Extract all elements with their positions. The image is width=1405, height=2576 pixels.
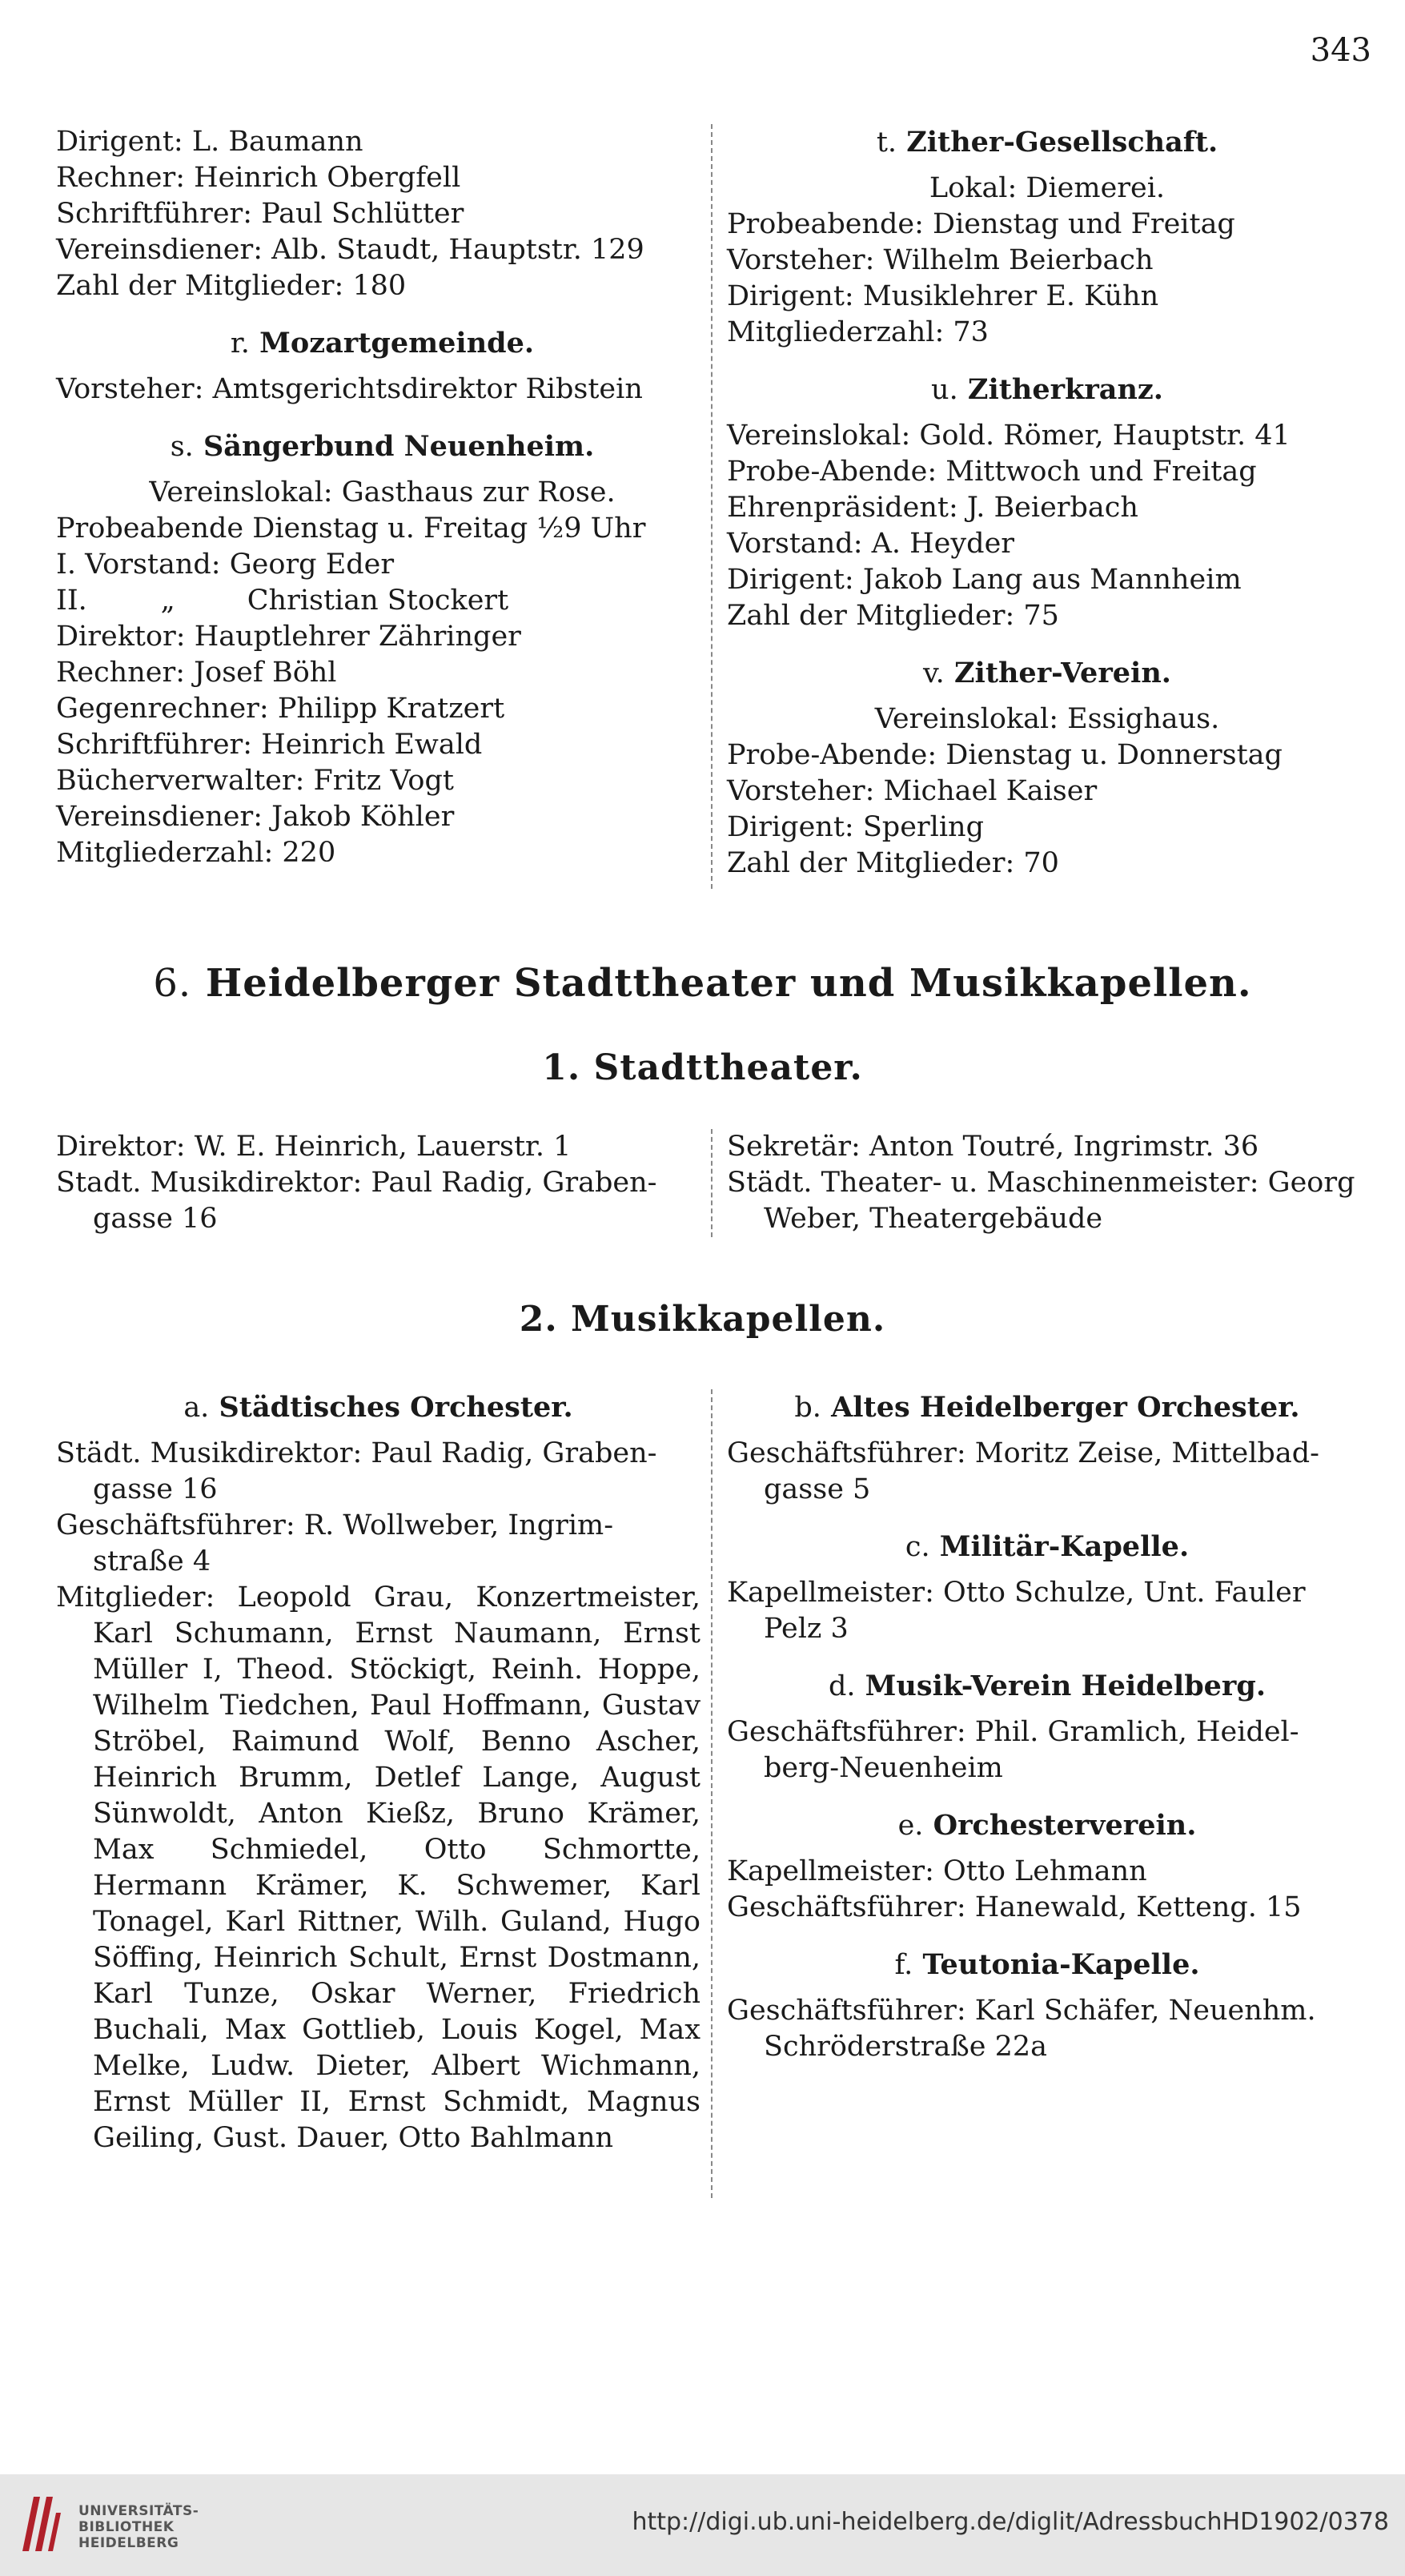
section-letter: a. <box>183 1392 210 1424</box>
subsection-title-musikkapellen: 2. Musikkapellen. <box>519 1299 886 1340</box>
vereinslokal-line: Vereinslokal: Gasthaus zur Rose. <box>149 476 616 508</box>
entry-line: Probe-Abende: Mittwoch und Freitag <box>727 456 1257 488</box>
logo-line: UNIVERSITÄTS- <box>78 2503 199 2519</box>
entry-line: Pelz 3 <box>764 1613 849 1645</box>
section-heading-s <box>56 428 709 465</box>
ditto-mark: „ <box>160 585 175 617</box>
entry-line: Zahl der Mitglieder: 180 <box>56 270 407 302</box>
logo-line: BIBLIOTHEK <box>78 2519 175 2535</box>
section-title: Mozartgemeinde. <box>259 327 535 360</box>
entry-line: Rechner: Josef Böhl <box>56 657 337 689</box>
entry-line: Bücherverwalter: Fritz Vogt <box>56 765 454 797</box>
entry-line: berg-Neuenheim <box>764 1752 1003 1784</box>
section-title-6 <box>0 961 1405 1006</box>
section-title: Zither-Verein. <box>953 657 1171 689</box>
column-separator <box>711 1389 713 2198</box>
section-title: Zither-Gesellschaft. <box>906 126 1218 159</box>
entry-line: Zahl der Mitglieder: 70 <box>727 847 1059 879</box>
logo-line: HEIDELBERG <box>78 2535 179 2551</box>
section-letter: u. <box>931 374 958 406</box>
entry-line: Geschäftsführer: Karl Schäfer, Neuenhm. <box>727 1995 1316 2027</box>
entry-line: Vorstand: A. Heyder <box>727 528 1015 560</box>
entry-line: Sekretär: Anton Toutré, Ingrimstr. 36 <box>727 1131 1259 1163</box>
library-logo-icon <box>16 2489 64 2561</box>
entry-line: Probeabende Dienstag u. Freitag ½9 Uhr <box>56 512 646 545</box>
digitization-footer <box>0 2474 1405 2576</box>
section-number: 6. <box>153 961 192 1006</box>
section-letter: c. <box>905 1531 930 1563</box>
entry-line: gasse 16 <box>93 1203 218 1235</box>
entry-line: Dirigent: Jakob Lang aus Mannheim <box>727 564 1242 596</box>
entry-line: straße 4 <box>93 1545 211 1577</box>
second-label: II. <box>56 585 87 617</box>
entry-line: Ehrenpräsident: J. Beierbach <box>727 492 1138 524</box>
entry-line: Weber, Theatergebäude <box>764 1203 1103 1235</box>
entry-line: I. Vorstand: Georg Eder <box>56 549 395 581</box>
entry-line: Probeabende: Dienstag und Freitag <box>727 208 1235 240</box>
entry-line: Probe-Abende: Dienstag u. Donnerstag <box>727 739 1283 771</box>
entry-line: Geschäftsführer: Moritz Zeise, Mittelbad- <box>727 1437 1319 1469</box>
section-heading-t <box>727 124 1367 161</box>
entry-line: Stadt. Musikdirektor: Paul Radig, Graben- <box>56 1167 657 1199</box>
second-name: Christian Stockert <box>247 585 509 617</box>
top-left-column <box>56 124 709 871</box>
entry-line: Dirigent: Sperling <box>727 811 984 843</box>
section-heading-d <box>727 1668 1367 1705</box>
entry-line: Vorsteher: Amtsgerichtsdirektor Ribstein <box>56 373 643 405</box>
entry-line: Geschäftsführer: Phil. Gramlich, Heidel- <box>727 1716 1299 1748</box>
section-letter: d. <box>828 1670 856 1702</box>
entry-line: Vorsteher: Michael Kaiser <box>727 775 1098 807</box>
section-letter: f. <box>894 1949 913 1981</box>
entry-line: Vereinsdiener: Alb. Staudt, Hauptstr. 129 <box>56 234 644 266</box>
entry-line: Geschäftsführer: R. Wollweber, Ingrim- <box>56 1509 614 1541</box>
column-separator <box>711 1129 713 1237</box>
section-letter: s. <box>170 431 194 463</box>
entry-line: Schröderstraße 22a <box>764 2031 1048 2063</box>
section-title-text: Heidelberger Stadttheater und Musikkapellen. <box>205 961 1252 1006</box>
bottom-left-column <box>56 1389 700 2156</box>
entry-line: Direktor: W. E. Heinrich, Lauerstr. 1 <box>56 1131 572 1163</box>
entry-line: Zahl der Mitglieder: 75 <box>727 600 1059 632</box>
theater-left-column <box>56 1129 709 1237</box>
section-heading-e <box>727 1807 1367 1844</box>
section-heading-b <box>727 1389 1367 1426</box>
section-heading-v <box>727 655 1367 692</box>
library-logo-text <box>78 2503 199 2551</box>
source-url-link[interactable]: http://digi.ub.uni-heidelberg.de/diglit/AdressbuchHD1902/0378 <box>632 2508 1389 2536</box>
entry-line: Städt. Musikdirektor: Paul Radig, Graben- <box>56 1437 657 1469</box>
section-letter: t. <box>876 127 897 159</box>
section-heading-u <box>727 372 1367 408</box>
column-separator <box>711 124 713 889</box>
entry-line: Vereinslokal: Gold. Römer, Hauptstr. 41 <box>727 420 1291 452</box>
section-title: Sängerbund Neuenheim. <box>203 430 595 463</box>
section-letter: v. <box>923 657 945 689</box>
entry-line: Kapellmeister: Otto Schulze, Unt. Fauler <box>727 1577 1306 1609</box>
mitglieder-paragraph: Mitglieder: Leopold Grau, Konzertmeister, Karl Schumann, Ernst Naumann, Ernst Müller I, Theod. Stöckigt, Reinh. Hoppe, Wilhelm Tiedchen, Paul Hoffmann, Gustav Ströbel, Raimund Wolf, Benno Ascher, Heinrich Brumm, Detlef Lange, August Sünwoldt, Anton Kießz, Bruno Krämer, Max Schmiedel, Otto Schmortte, Hermann Krämer, K. Schwemer, Karl Tonagel, Karl Rittner, Wilh. Guland, Hugo Söffing, Heinrich Schult, Ernst Dostmann, Karl Tunze, Oskar Werner, Friedrich Buchali, Max Gottlieb, Louis Kogel, Max Melke, Ludw. Dieter, Albert Wichmann, Ernst Müller II, Ernst Schmidt, Magnus Geiling, Gust. Dauer, Otto Bahlmann <box>56 1581 700 2154</box>
entry-line: Mitgliederzahl: 220 <box>56 837 336 869</box>
section-title: Orchesterverein. <box>933 1809 1197 1842</box>
entry-line: Rechner: Heinrich Obergfell <box>56 162 461 194</box>
entry-line: Kapellmeister: Otto Lehmann <box>727 1855 1147 1887</box>
bottom-right-column <box>727 1389 1367 2065</box>
section-title: Teutonia-Kapelle. <box>922 1948 1200 1981</box>
page-number: 343 <box>1310 32 1371 69</box>
entry-line: Dirigent: Musiklehrer E. Kühn <box>727 280 1159 312</box>
entry-line: Gegenrechner: Philipp Kratzert <box>56 693 505 725</box>
section-heading-a <box>56 1389 700 1426</box>
subsection-title-stadttheater: 1. Stadttheater. <box>542 1047 863 1088</box>
section-title: Zitherkranz. <box>967 373 1163 406</box>
lokal-line: Lokal: Diemerei. <box>929 172 1166 204</box>
vereinslokal-line: Vereinslokal: Essighaus. <box>874 703 1220 735</box>
section-letter: r. <box>230 328 250 360</box>
section-title: Militär-Kapelle. <box>939 1530 1190 1563</box>
section-letter: e. <box>897 1810 924 1842</box>
entry-line: Vereinsdiener: Jakob Köhler <box>56 801 455 833</box>
entry-line: Schriftführer: Heinrich Ewald <box>56 729 483 761</box>
top-right-column <box>727 124 1367 882</box>
entry-line: Schriftführer: Paul Schlütter <box>56 198 464 230</box>
entry-line: Vorsteher: Wilhelm Beierbach <box>727 244 1154 276</box>
section-title: Musik-Verein Heidelberg. <box>865 1670 1267 1702</box>
section-heading-r <box>56 325 709 362</box>
entry-line: Geschäftsführer: Hanewald, Ketteng. 15 <box>727 1891 1302 1923</box>
section-letter: b. <box>794 1392 821 1424</box>
entry-line: gasse 5 <box>764 1473 871 1505</box>
entry-line: Dirigent: L. Baumann <box>56 126 363 158</box>
entry-line: Mitgliederzahl: 73 <box>727 316 989 348</box>
entry-line: gasse 16 <box>93 1473 218 1505</box>
section-heading-f <box>727 1947 1367 1983</box>
theater-right-column <box>727 1129 1367 1237</box>
section-title: Städtisches Orchester. <box>219 1391 573 1424</box>
section-heading-c <box>727 1529 1367 1565</box>
second-vorstand-line <box>56 583 709 619</box>
entry-line: Direktor: Hauptlehrer Zähringer <box>56 621 521 653</box>
section-title: Altes Heidelberger Orchester. <box>831 1391 1300 1424</box>
entry-line: Städt. Theater- u. Maschinenmeister: Georg <box>727 1167 1355 1199</box>
